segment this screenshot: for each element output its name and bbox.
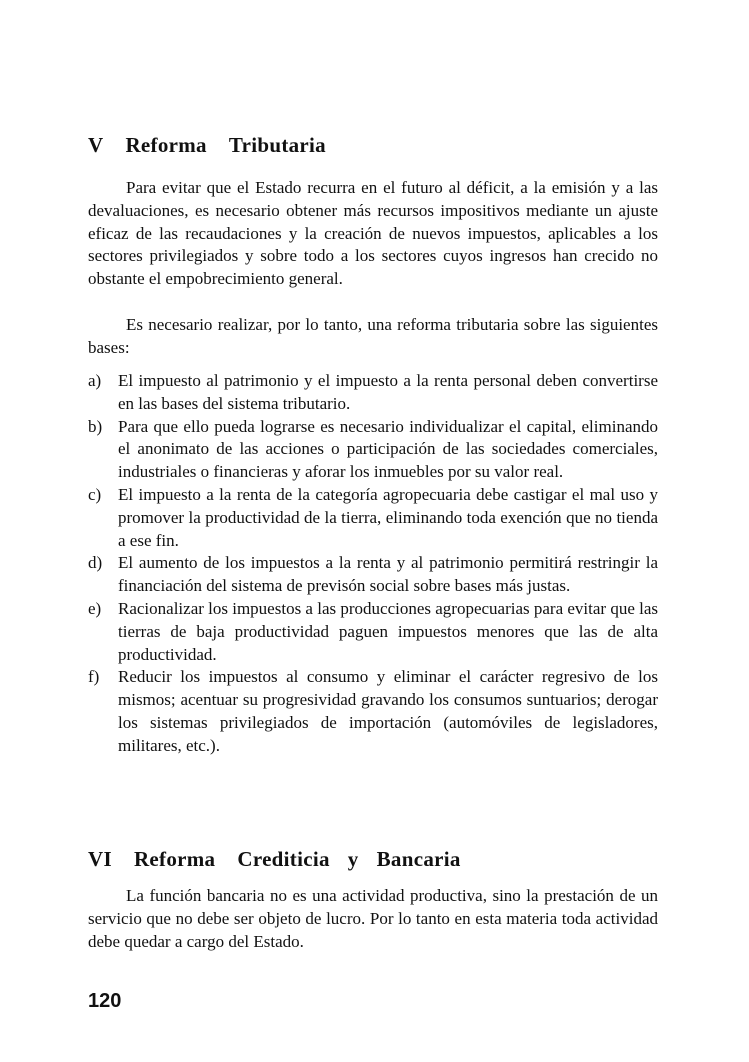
section-vi-title-word-1: Reforma bbox=[133, 847, 216, 871]
list-item-marker: c) bbox=[88, 484, 102, 504]
section-v-number: V bbox=[88, 133, 104, 157]
list-item-marker: e) bbox=[88, 598, 102, 618]
section-v-paragraph-1 bbox=[88, 177, 658, 291]
list-item-marker: f) bbox=[88, 667, 100, 687]
list-item-marker: b) bbox=[88, 416, 103, 436]
section-vi-heading bbox=[88, 847, 461, 872]
list-item-text: El impuesto al patrimonio y el impuesto a la renta personal deben convertirse en las bases del sistema tributario. bbox=[118, 371, 658, 413]
list-item-text: Para que ello pueda lograrse es necesario individualizar el capital, eliminando el anonimato de las acciones o participación de las sociedades comerciales, industriales o financieras y aforar los inmuebles por su valor real. bbox=[118, 416, 658, 482]
list-item-text: El impuesto a la renta de la categoría agropecuaria debe castigar el mal uso y promover la productividad de la tierra, eliminando toda exención que no tienda a ese fin. bbox=[118, 484, 658, 550]
section-vi-title-word-3: y bbox=[347, 847, 359, 871]
list-item bbox=[88, 552, 658, 598]
section-vi-title-word-4: Bancaria bbox=[376, 847, 461, 871]
section-vi-paragraph-1-text: La función bancaria no es una actividad productiva, sino la prestación de un servicio que no debe ser objeto de lucro. Por lo tanto en esta materia toda actividad debe quedar a cargo del Estado. bbox=[88, 886, 658, 951]
section-v-title-word-1: Reforma bbox=[125, 133, 207, 157]
section-v-paragraph-2-text: Es necesario realizar, por lo tanto, una reforma tributaria sobre las siguientes bases: bbox=[88, 315, 658, 357]
list-item-text: Reducir los impuestos al consumo y eliminar el carácter regresivo de los mismos; acentuar su progresividad gravando los consumos suntuarios; derogar los sistemas privilegiados de importación (automóviles de legisladores, militares, etc.). bbox=[118, 667, 658, 755]
section-v-title-word-2: Tributaria bbox=[228, 133, 326, 157]
section-vi-title-word-2: Crediticia bbox=[237, 847, 330, 871]
list-item-text: Racionalizar los impuestos a las producciones agropecuarias para evitar que las tierras de baja productividad paguen impuestos menores que las de alta productividad. bbox=[118, 598, 659, 664]
list-item bbox=[88, 416, 658, 484]
list-item-marker: d) bbox=[88, 553, 103, 573]
section-vi-number: VI bbox=[88, 847, 112, 871]
reform-bases-list bbox=[88, 370, 658, 758]
list-item-text: El aumento de los impuestos a la renta y al patrimonio permitirá restringir la financiación del sistema de previsón social sobre bases más justas. bbox=[118, 553, 658, 596]
list-item bbox=[88, 370, 658, 416]
section-v-paragraph-1-text: Para evitar que el Estado recurra en el futuro al déficit, a la emisión y a las devaluaciones, es necesario obtener más recursos impositivos mediante un ajuste eficaz de las recaudaciones y la creación de nuevos impuestos, aplicables a los sectores privilegiados y sobre todo a los sectores cuyos ingresos han crecido no obstante el empobrecimiento general. bbox=[88, 178, 658, 289]
list-item bbox=[88, 666, 658, 757]
section-v-heading bbox=[88, 133, 326, 158]
page-number: 120 bbox=[88, 990, 122, 1012]
list-item bbox=[88, 598, 658, 666]
list-item-marker: a) bbox=[88, 371, 102, 390]
section-v-paragraph-2 bbox=[88, 314, 658, 360]
list-item bbox=[88, 484, 658, 552]
section-vi-paragraph-1 bbox=[88, 885, 658, 953]
